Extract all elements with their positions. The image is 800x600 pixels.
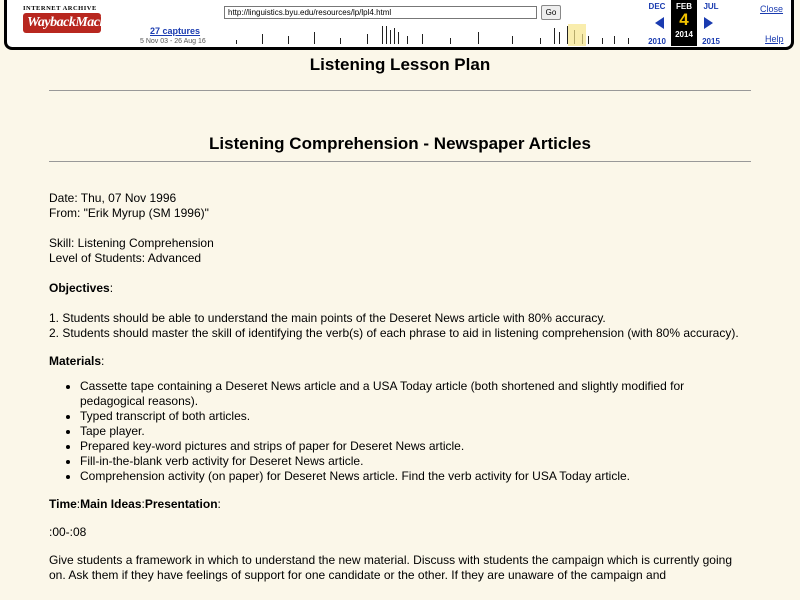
- captures-link[interactable]: 27 captures: [150, 26, 201, 36]
- list-item: • Comprehension activity (on paper) for Deseret News article. Find the verb activity for USA Today article.: [80, 469, 751, 484]
- timeline-tick: [382, 26, 383, 44]
- timecode: :00-:08: [49, 525, 87, 539]
- time-heading-main-ideas: Main Ideas: [80, 497, 142, 511]
- close-link[interactable]: Close: [760, 4, 784, 14]
- skill-line: Skill: Listening Comprehension: [49, 236, 214, 250]
- timeline-tick: [314, 32, 315, 44]
- materials-list: [49, 379, 751, 484]
- date-line: Date: Thu, 07 Nov 1996: [49, 191, 177, 205]
- timeline-tick: [614, 36, 615, 44]
- divider: [49, 161, 751, 162]
- timeline-tick: [386, 26, 387, 44]
- list-item: • Tape player.: [80, 424, 751, 439]
- next-month-label[interactable]: JUL: [703, 2, 719, 11]
- timeline-tick: [628, 38, 629, 44]
- objective-item: 1. Students should be able to understand the main points of the Deseret News article with 80% accuracy.: [49, 311, 606, 325]
- objectives-heading-text: Objectives: [49, 281, 110, 295]
- list-item: • Prepared key-word pictures and strips of paper for Deseret News article.: [80, 439, 751, 454]
- from-line: From: "Erik Myrup (SM 1996)": [49, 206, 209, 220]
- current-capture-date: [671, 0, 697, 46]
- timeline-tick: [367, 34, 368, 44]
- prev-capture-arrow-icon[interactable]: [655, 17, 664, 29]
- timeline-tick: [394, 28, 395, 44]
- timeline-tick: [407, 36, 408, 44]
- timeline-tick: [422, 34, 423, 44]
- objective-item: 2. Students should master the skill of identifying the verb(s) of each phrase to aid in listening comprehension (with 80% accuracy).: [49, 326, 739, 340]
- timeline-tick: [478, 32, 479, 44]
- timeline-tick: [390, 30, 391, 44]
- time-heading-presentation: Presentation: [144, 497, 218, 511]
- divider: [49, 90, 751, 91]
- timeline-tick: [340, 38, 341, 44]
- timeline-tick: [559, 32, 560, 44]
- wayback-logo[interactable]: [23, 5, 124, 39]
- time-heading-time: Time: [49, 497, 77, 511]
- timeline-tick: [602, 38, 603, 44]
- logo-top-text: INTERNET ARCHIVE: [23, 5, 97, 12]
- materials-heading-text: Materials: [49, 354, 102, 368]
- current-year-label: 2014: [675, 30, 693, 39]
- list-item: • Typed transcript of both articles.: [80, 409, 751, 424]
- timeline-tick: [236, 40, 237, 44]
- next-year-label[interactable]: 2015: [702, 37, 720, 46]
- list-item: • Cassette tape containing a Deseret News article and a USA Today article (both shortened and slightly modified for pedagogical reasons).: [80, 379, 751, 409]
- help-link[interactable]: Help: [765, 34, 784, 44]
- timeline-tick: [512, 36, 513, 44]
- objectives-heading: Objectives:: [49, 281, 114, 295]
- time-heading: Time:Main Ideas:Presentation:: [49, 497, 221, 511]
- timeline-tick: [262, 34, 263, 44]
- timeline-tick: [450, 38, 451, 44]
- lesson-title: Listening Comprehension - Newspaper Articles: [209, 134, 591, 153]
- current-month-label: FEB: [676, 2, 692, 11]
- wayback-toolbar: [4, 0, 794, 50]
- timeline-tick: [398, 32, 399, 44]
- page-content: [49, 55, 751, 583]
- url-input[interactable]: [224, 6, 537, 19]
- skill-block: [49, 236, 751, 266]
- timeline-current-highlight: [568, 24, 586, 46]
- intro-paragraph: Give students a framework in which to understand the new material. Discuss with students the campaign which is currently going on. Ask them if they have feelings of support for one candidate or the other. If they are unaware of the campaign and: [49, 553, 732, 582]
- prev-year-label[interactable]: 2010: [648, 37, 666, 46]
- logo-main-text: WaybackMachine: [23, 13, 101, 33]
- prev-month-label[interactable]: DEC: [648, 2, 666, 11]
- level-line: Level of Students: Advanced: [49, 251, 202, 265]
- timeline-tick: [588, 36, 589, 44]
- timeline-tick: [554, 28, 555, 44]
- meta-block: [49, 191, 751, 221]
- objectives-list: [49, 311, 751, 341]
- materials-heading: Materials:: [49, 354, 105, 368]
- page-title: Listening Lesson Plan: [309, 55, 491, 74]
- go-button[interactable]: Go: [541, 5, 561, 20]
- current-day-label: 4: [679, 10, 689, 29]
- capture-date-range: 5 Nov 03 - 26 Aug 16: [140, 38, 206, 45]
- timeline-tick: [288, 36, 289, 44]
- timeline-tick: [540, 38, 541, 44]
- next-capture-arrow-icon[interactable]: [704, 17, 713, 29]
- list-item: • Fill-in-the-blank verb activity for Deseret News article.: [80, 454, 751, 469]
